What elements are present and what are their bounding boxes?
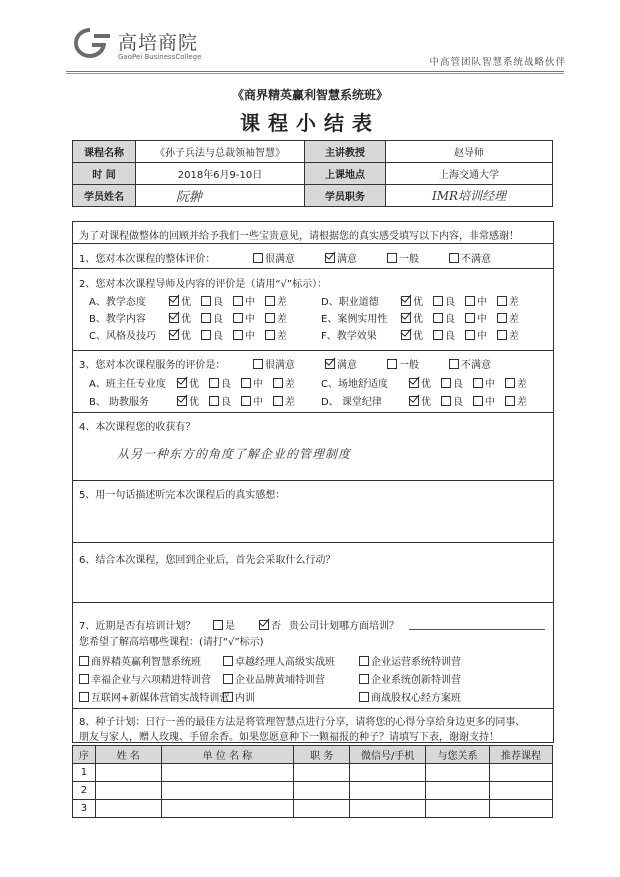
table-row bbox=[73, 782, 553, 800]
rating-label: A、教学态度 bbox=[89, 297, 146, 308]
q7-text: 7、近期是否有培训计划？ bbox=[79, 621, 196, 632]
course-label: 课程名称 bbox=[73, 141, 136, 163]
table-cell[interactable] bbox=[426, 782, 490, 800]
q7-yes-option[interactable]: 是 bbox=[213, 617, 235, 632]
q1-option-3[interactable]: 不满意 bbox=[449, 254, 491, 265]
intro-text: 为了对课程做整体的回顾并给予我们一些宝贵意见，请根据您的真实感受填写以下内容，非常感谢！ bbox=[79, 231, 519, 242]
q3-options bbox=[253, 356, 521, 371]
grade-option[interactable]: 优 bbox=[401, 314, 423, 325]
q8-line2: 朋友与家人，赠人玫瑰、手留余香。如果您愿意种下一颗福报的种子？请填写下表，谢谢支持！ bbox=[79, 732, 499, 743]
q7-section bbox=[73, 602, 553, 703]
venue-label: 上课地点 bbox=[305, 163, 386, 185]
plan-underline[interactable] bbox=[409, 629, 545, 630]
course-option[interactable]: 内训 bbox=[223, 689, 255, 704]
grade-option[interactable]: 差 bbox=[497, 297, 519, 308]
rating-label: D、职业道德 bbox=[321, 297, 379, 308]
course-option[interactable]: 商战股权心经方案班 bbox=[359, 689, 461, 704]
checkbox[interactable] bbox=[359, 656, 369, 666]
grade-option[interactable]: 良 bbox=[441, 379, 463, 390]
checkbox[interactable] bbox=[209, 378, 219, 388]
column-header: 职 务 bbox=[294, 746, 350, 764]
rating-row bbox=[89, 393, 305, 408]
q8-line1: 8、种子计划：日行一善的最佳方法是将管理智慧点进行分享，请将您的心得分享给身边更多的同事、 bbox=[79, 717, 526, 728]
rating-label: F、教学效果 bbox=[321, 331, 377, 342]
q3-text: 3、您对本次课程服务的评价是： bbox=[79, 360, 226, 371]
q1-option-1[interactable]: 满意 bbox=[325, 254, 357, 265]
checkbox[interactable] bbox=[233, 313, 243, 323]
column-header: 推荐课程 bbox=[490, 746, 553, 764]
lecturer-value[interactable]: 赵导师 bbox=[386, 141, 553, 163]
checkbox[interactable] bbox=[359, 674, 369, 684]
rating-label: A、班主任专业度 bbox=[89, 379, 166, 390]
checkbox[interactable] bbox=[201, 296, 211, 306]
rating-row bbox=[89, 310, 297, 325]
table-cell[interactable] bbox=[161, 800, 294, 818]
q3-section bbox=[73, 350, 553, 409]
checkbox[interactable] bbox=[497, 296, 507, 306]
venue-value[interactable]: 上海交通大学 bbox=[386, 163, 553, 185]
q4-answer[interactable]: 从另一种东方的角度了解企业的管理制度 bbox=[117, 447, 352, 461]
checkbox[interactable] bbox=[265, 313, 275, 323]
grade-option[interactable]: 优 bbox=[169, 297, 191, 308]
letterhead bbox=[66, 20, 566, 70]
table-cell[interactable] bbox=[426, 764, 490, 782]
logo-icon bbox=[66, 25, 114, 61]
checkbox[interactable] bbox=[201, 330, 211, 340]
grade-option[interactable]: 中 bbox=[233, 331, 255, 342]
course-option[interactable]: 幸福企业与六项精进特训营 bbox=[79, 671, 211, 686]
checkbox[interactable] bbox=[441, 378, 451, 388]
grade-option[interactable]: 良 bbox=[209, 397, 231, 408]
name-value[interactable]: 阮翀 bbox=[136, 185, 305, 207]
q2-text: 2、您对本次课程导师及内容的评价是（请用“√”标示）： bbox=[79, 279, 328, 290]
column-header: 与您关系 bbox=[426, 746, 490, 764]
rating-row bbox=[89, 375, 305, 390]
grade-option[interactable]: 差 bbox=[265, 331, 287, 342]
rating-label: E、案例实用性 bbox=[321, 314, 388, 325]
rating-row bbox=[321, 327, 529, 342]
grade-option[interactable]: 差 bbox=[505, 379, 527, 390]
checkbox[interactable] bbox=[177, 378, 187, 388]
grade-option[interactable]: 中 bbox=[465, 314, 487, 325]
grade-option[interactable]: 优 bbox=[177, 397, 199, 408]
checkbox[interactable] bbox=[325, 359, 335, 369]
info-table bbox=[72, 140, 553, 207]
grade-option[interactable]: 良 bbox=[201, 314, 223, 325]
checkbox[interactable] bbox=[505, 378, 515, 388]
checkbox[interactable] bbox=[401, 296, 411, 306]
q3-option-3[interactable]: 不满意 bbox=[449, 360, 491, 371]
grade-option[interactable]: 中 bbox=[233, 297, 255, 308]
checkbox[interactable] bbox=[201, 313, 211, 323]
checkbox[interactable] bbox=[359, 692, 369, 702]
course-option[interactable]: 卓越经理人高级实战班 bbox=[223, 653, 335, 668]
checkbox[interactable] bbox=[401, 313, 411, 323]
logo-text-cn: 高培商院 bbox=[118, 32, 199, 54]
checkbox[interactable] bbox=[223, 692, 233, 702]
table-row bbox=[73, 764, 553, 782]
table-cell[interactable] bbox=[294, 764, 350, 782]
q1-text: 1、您对本次课程的整体评价： bbox=[79, 254, 216, 265]
q1-option-0[interactable]: 很满意 bbox=[253, 254, 295, 265]
lecturer-label: 主讲教授 bbox=[305, 141, 386, 163]
checkbox[interactable] bbox=[465, 313, 475, 323]
grade-option[interactable]: 优 bbox=[409, 379, 431, 390]
checkbox[interactable] bbox=[273, 378, 283, 388]
checkbox[interactable] bbox=[325, 253, 335, 263]
grade-option[interactable]: 良 bbox=[433, 331, 455, 342]
q5-text: 5、用一句话描述听完本次课程后的真实感想： bbox=[79, 490, 286, 501]
table-cell[interactable] bbox=[95, 782, 161, 800]
grade-option[interactable]: 差 bbox=[273, 379, 295, 390]
checkbox[interactable] bbox=[473, 396, 483, 406]
table-cell[interactable] bbox=[490, 764, 553, 782]
checkbox[interactable] bbox=[387, 253, 397, 263]
table-row bbox=[73, 800, 553, 818]
checkbox[interactable] bbox=[265, 330, 275, 340]
grade-option[interactable]: 优 bbox=[409, 397, 431, 408]
grade-option[interactable]: 中 bbox=[465, 331, 487, 342]
logo-text-en: GaoPei BusinessCollege bbox=[118, 53, 202, 61]
grade-option[interactable]: 良 bbox=[201, 331, 223, 342]
q7-no-option[interactable]: 否 bbox=[259, 617, 281, 632]
checkbox[interactable] bbox=[169, 296, 179, 306]
grade-option[interactable]: 优 bbox=[169, 331, 191, 342]
table-cell[interactable] bbox=[95, 764, 161, 782]
checkbox[interactable] bbox=[241, 396, 251, 406]
q3-option-0[interactable]: 很满意 bbox=[253, 360, 295, 371]
checkbox[interactable] bbox=[505, 396, 515, 406]
q4-text: 4、本次课程您的收获有？ bbox=[79, 422, 196, 433]
checkbox[interactable] bbox=[409, 396, 419, 406]
checkbox[interactable] bbox=[433, 313, 443, 323]
grade-option[interactable]: 中 bbox=[473, 379, 495, 390]
column-header: 单 位 名 称 bbox=[161, 746, 294, 764]
q1-section bbox=[73, 243, 553, 268]
checkbox[interactable] bbox=[233, 296, 243, 306]
row-number: 2 bbox=[73, 782, 96, 800]
q6-text: 6、结合本次课程，您回到企业后，首先会采取什么行动？ bbox=[79, 555, 336, 566]
grade-option[interactable]: 中 bbox=[241, 379, 263, 390]
course-option[interactable]: 企业运营系统特训营 bbox=[359, 653, 461, 668]
q7-plan-text: 贵公司计划哪方面培训？ bbox=[289, 621, 399, 632]
checkbox[interactable] bbox=[409, 378, 419, 388]
rating-row bbox=[321, 375, 537, 390]
table-cell[interactable] bbox=[490, 800, 553, 818]
q1-option-2[interactable]: 一般 bbox=[387, 254, 419, 265]
checkbox[interactable] bbox=[401, 330, 411, 340]
grade-option[interactable]: 差 bbox=[497, 314, 519, 325]
checkbox[interactable] bbox=[79, 674, 89, 684]
seed-table bbox=[72, 745, 553, 818]
grade-option[interactable]: 中 bbox=[233, 314, 255, 325]
grade-option[interactable]: 良 bbox=[209, 379, 231, 390]
rating-row bbox=[321, 310, 529, 325]
checkbox[interactable] bbox=[465, 330, 475, 340]
checkbox[interactable] bbox=[441, 396, 451, 406]
checkbox[interactable] bbox=[79, 692, 89, 702]
table-cell[interactable] bbox=[490, 782, 553, 800]
q8-section bbox=[73, 708, 553, 743]
rating-row bbox=[89, 327, 297, 342]
time-label: 时 间 bbox=[73, 163, 136, 185]
q3-option-2[interactable]: 一般 bbox=[387, 360, 419, 371]
grade-option[interactable]: 中 bbox=[465, 297, 487, 308]
grade-option[interactable]: 优 bbox=[169, 314, 191, 325]
table-cell[interactable] bbox=[350, 764, 426, 782]
table-header bbox=[73, 746, 553, 764]
q6-section bbox=[73, 542, 553, 603]
grade-option[interactable]: 差 bbox=[505, 397, 527, 408]
grade-option[interactable]: 良 bbox=[433, 314, 455, 325]
grade-option[interactable]: 良 bbox=[441, 397, 463, 408]
rating-row bbox=[321, 393, 537, 408]
column-header: 序 bbox=[73, 746, 96, 764]
position-label: 学员职务 bbox=[305, 185, 386, 207]
divider bbox=[66, 73, 564, 74]
rating-label: B、 助教服务 bbox=[89, 397, 150, 408]
checkbox[interactable] bbox=[213, 620, 223, 630]
table-cell[interactable] bbox=[294, 800, 350, 818]
divider bbox=[66, 71, 564, 72]
table-cell[interactable] bbox=[161, 782, 294, 800]
table-cell[interactable] bbox=[426, 800, 490, 818]
grade-option[interactable]: 优 bbox=[401, 331, 423, 342]
position-value[interactable]: IMR培训经理 bbox=[386, 185, 553, 207]
slogan: 中高管团队智慧系统战略伙伴 bbox=[429, 57, 566, 68]
rating-label: C、风格及技巧 bbox=[89, 331, 156, 342]
checkbox[interactable] bbox=[177, 396, 187, 406]
checkbox[interactable] bbox=[79, 656, 89, 666]
rating-label: D、 课堂纪律 bbox=[321, 397, 382, 408]
grade-option[interactable]: 优 bbox=[401, 297, 423, 308]
q5-section bbox=[73, 480, 553, 543]
checkbox[interactable] bbox=[449, 359, 459, 369]
table-cell[interactable] bbox=[294, 782, 350, 800]
checkbox[interactable] bbox=[169, 313, 179, 323]
q3-option-1[interactable]: 满意 bbox=[325, 360, 357, 371]
course-value[interactable]: 《孙子兵法与总裁领袖智慧》 bbox=[136, 141, 305, 163]
q2-section bbox=[73, 268, 553, 343]
grade-option[interactable]: 良 bbox=[201, 297, 223, 308]
rating-label: C、场地舒适度 bbox=[321, 379, 388, 390]
checkbox[interactable] bbox=[253, 359, 263, 369]
checkbox[interactable] bbox=[233, 330, 243, 340]
course-option[interactable]: 企业系统创新特训营 bbox=[359, 671, 461, 686]
grade-option[interactable]: 差 bbox=[273, 397, 295, 408]
grade-option[interactable]: 良 bbox=[433, 297, 455, 308]
column-header: 姓 名 bbox=[95, 746, 161, 764]
checkbox[interactable] bbox=[223, 656, 233, 666]
checkbox[interactable] bbox=[209, 396, 219, 406]
course-option[interactable]: 互联网+新媒体营销实战特训营 bbox=[79, 689, 229, 704]
grade-option[interactable]: 中 bbox=[473, 397, 495, 408]
q4-section bbox=[73, 412, 553, 481]
checkbox[interactable] bbox=[169, 330, 179, 340]
checkbox[interactable] bbox=[433, 296, 443, 306]
table-cell[interactable] bbox=[350, 782, 426, 800]
column-header: 微信号/手机 bbox=[350, 746, 426, 764]
grade-option[interactable]: 优 bbox=[177, 379, 199, 390]
q1-options bbox=[253, 250, 521, 265]
grade-option[interactable]: 中 bbox=[241, 397, 263, 408]
rating-row bbox=[321, 293, 529, 308]
rating-label: B、教学内容 bbox=[89, 314, 146, 325]
row-number: 1 bbox=[73, 764, 96, 782]
checkbox[interactable] bbox=[473, 378, 483, 388]
checkbox[interactable] bbox=[497, 313, 507, 323]
row-number: 3 bbox=[73, 800, 96, 818]
program-title: 《商界精英赢利智慧系统班》 bbox=[231, 88, 388, 102]
checkbox[interactable] bbox=[449, 253, 459, 263]
name-label: 学员姓名 bbox=[73, 185, 136, 207]
grade-option[interactable]: 差 bbox=[265, 314, 287, 325]
feedback-form bbox=[72, 221, 554, 743]
checkbox[interactable] bbox=[241, 378, 251, 388]
grade-option[interactable]: 差 bbox=[497, 331, 519, 342]
page-title: 课程小结表 bbox=[240, 111, 380, 135]
course-option[interactable]: 商界精英赢利智慧系统班 bbox=[79, 653, 201, 668]
table-cell[interactable] bbox=[95, 800, 161, 818]
checkbox-checked[interactable] bbox=[259, 620, 269, 630]
course-option[interactable]: 企业品牌黄埔特训营 bbox=[223, 671, 325, 686]
checkbox[interactable] bbox=[465, 296, 475, 306]
checkbox[interactable] bbox=[265, 296, 275, 306]
rating-row bbox=[89, 293, 297, 308]
courses-text: 您希望了解高培哪些课程：(请打“√”标示) bbox=[79, 637, 264, 648]
grade-option[interactable]: 差 bbox=[265, 297, 287, 308]
checkbox[interactable] bbox=[253, 253, 263, 263]
time-value[interactable]: 2018年6月9-10日 bbox=[136, 163, 305, 185]
checkbox[interactable] bbox=[497, 330, 507, 340]
table-cell[interactable] bbox=[350, 800, 426, 818]
checkbox[interactable] bbox=[223, 674, 233, 684]
checkbox[interactable] bbox=[433, 330, 443, 340]
checkbox[interactable] bbox=[387, 359, 397, 369]
table-cell[interactable] bbox=[161, 764, 294, 782]
checkbox[interactable] bbox=[273, 396, 283, 406]
